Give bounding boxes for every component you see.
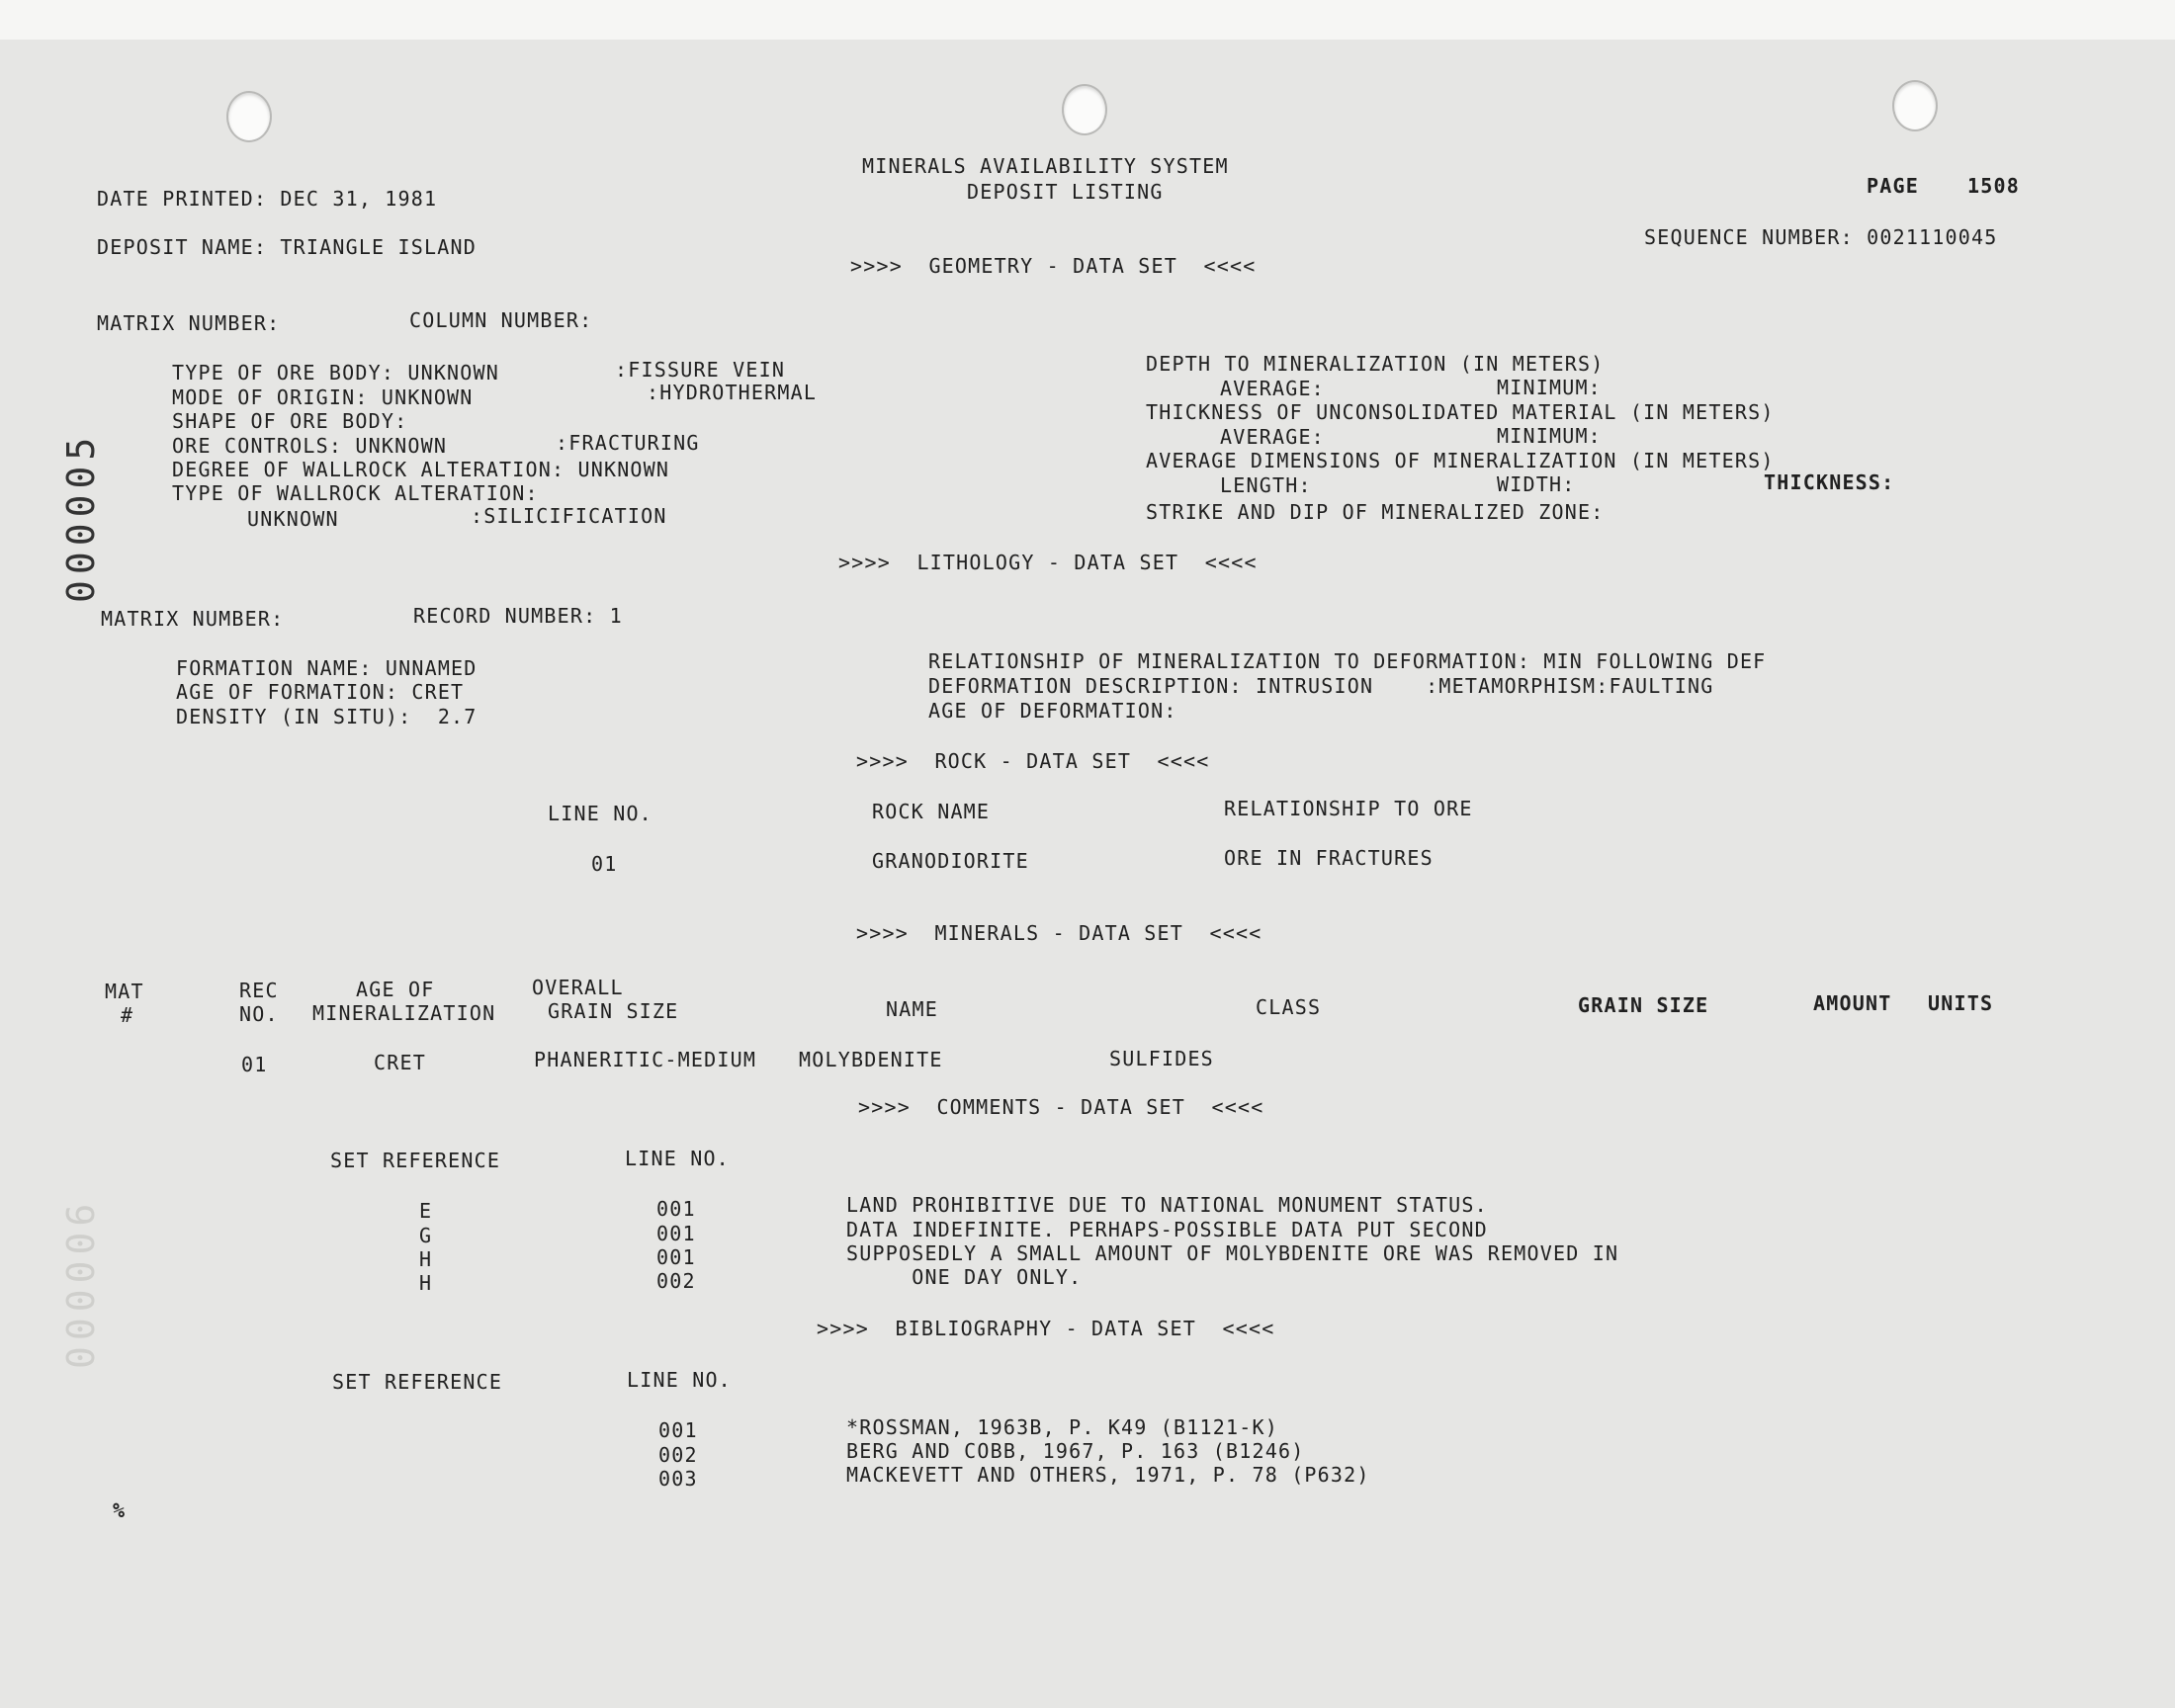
lithology-matrix-number: MATRIX NUMBER: (101, 607, 285, 631)
deposit-name: DEPOSIT NAME: TRIANGLE ISLAND (97, 235, 477, 259)
comment-ref: H (419, 1271, 433, 1295)
dimension-length: LENGTH: (1220, 473, 1312, 497)
margin-stamp: 000005 (59, 431, 103, 603)
type-wallrock-value: :SILICIFICATION (471, 504, 667, 528)
minerals-col-overall: OVERALL (532, 976, 624, 999)
depth-minimum: MINIMUM: (1497, 376, 1602, 399)
type-of-ore-body-value: :FISSURE VEIN (615, 358, 786, 382)
dimension-thickness: THICKNESS: (1764, 470, 1895, 494)
minerals-col-overall-2: GRAIN SIZE (548, 999, 679, 1023)
comment-line: 001 (656, 1245, 696, 1269)
bibliography-col-set-reference: SET REFERENCE (332, 1370, 503, 1394)
comment-line: 002 (656, 1269, 696, 1293)
thickness-minimum: MINIMUM: (1497, 424, 1602, 448)
density-in-situ: DENSITY (IN SITU): 2.7 (176, 705, 478, 728)
sequence-number: SEQUENCE NUMBER: 0021110045 (1644, 225, 1998, 249)
bibliography-text: MACKEVETT AND OTHERS, 1971, P. 78 (P632) (846, 1463, 1370, 1487)
margin-stamp-faded: 000006 (59, 1197, 103, 1369)
mode-of-origin-value: :HYDROTHERMAL (647, 381, 818, 404)
minerals-row-grain: PHANERITIC-MEDIUM (534, 1048, 757, 1071)
rock-row-name: GRANODIORITE (872, 849, 1029, 873)
geometry-matrix-number: MATRIX NUMBER: (97, 311, 281, 335)
comment-ref: G (419, 1224, 433, 1247)
comment-text: SUPPOSEDLY A SMALL AMOUNT OF MOLYBDENITE ORE WAS REMOVED IN (846, 1241, 1619, 1265)
comment-text: ONE DAY ONLY. (846, 1265, 1083, 1289)
rock-row-relationship: ORE IN FRACTURES (1224, 846, 1434, 870)
bibliography-heading: >>>> BIBLIOGRAPHY - DATA SET <<<< (817, 1317, 1275, 1340)
minerals-col-rec-2: NO. (239, 1002, 279, 1026)
ore-controls: ORE CONTROLS: UNKNOWN (172, 434, 448, 458)
geometry-column-number: COLUMN NUMBER: (409, 308, 593, 332)
minerals-col-units: UNITS (1928, 991, 1994, 1015)
minerals-row-age: CRET (374, 1051, 426, 1074)
mode-of-origin: MODE OF ORIGIN: UNKNOWN (172, 385, 474, 409)
footer-mark: % (113, 1498, 127, 1522)
printout-sheet (0, 40, 2175, 1708)
minerals-col-mat: MAT (105, 980, 144, 1003)
age-of-formation: AGE OF FORMATION: CRET (176, 680, 465, 704)
shape-of-ore-body: SHAPE OF ORE BODY: (172, 409, 408, 433)
bibliography-line: 001 (658, 1418, 698, 1442)
minerals-row-name: MOLYBDENITE (799, 1048, 943, 1071)
thickness-unconsolidated: THICKNESS OF UNCONSOLIDATED MATERIAL (IN METERS) (1146, 400, 1775, 424)
depth-average: AVERAGE: (1220, 377, 1325, 400)
comments-heading: >>>> COMMENTS - DATA SET <<<< (858, 1095, 1264, 1119)
lithology-heading: >>>> LITHOLOGY - DATA SET <<<< (838, 551, 1258, 574)
comment-text: DATA INDEFINITE. PERHAPS-POSSIBLE DATA PUT SECOND (846, 1218, 1488, 1241)
minerals-row-rec: 01 (241, 1053, 268, 1076)
comment-line: 001 (656, 1222, 696, 1245)
geometry-heading: >>>> GEOMETRY - DATA SET <<<< (850, 254, 1257, 278)
type-wallrock-unknown: UNKNOWN (247, 507, 339, 531)
minerals-col-amount: AMOUNT (1813, 991, 1892, 1015)
minerals-heading: >>>> MINERALS - DATA SET <<<< (856, 921, 1262, 945)
rock-col-rock-name: ROCK NAME (872, 800, 991, 823)
deformation-description: DEFORMATION DESCRIPTION: INTRUSION :METAMORPHISM:FAULTING (928, 674, 1714, 698)
lithology-record-number: RECORD NUMBER: 1 (413, 604, 623, 628)
bibliography-text: BERG AND COBB, 1967, P. 163 (B1246) (846, 1439, 1305, 1463)
comment-text: LAND PROHIBITIVE DUE TO NATIONAL MONUMENT STATUS. (846, 1193, 1488, 1217)
minerals-col-age: AGE OF (356, 978, 435, 1001)
minerals-col-age-2: MINERALIZATION (312, 1001, 496, 1025)
rock-col-relationship: RELATIONSHIP TO ORE (1224, 797, 1473, 820)
average-dimensions: AVERAGE DIMENSIONS OF MINERALIZATION (IN METERS) (1146, 449, 1775, 472)
thickness-average: AVERAGE: (1220, 425, 1325, 449)
page-label: PAGE (1867, 174, 1919, 198)
rock-heading: >>>> ROCK - DATA SET <<<< (856, 749, 1210, 773)
comment-line: 001 (656, 1197, 696, 1221)
type-of-ore-body: TYPE OF ORE BODY: UNKNOWN (172, 361, 500, 384)
strike-and-dip: STRIKE AND DIP OF MINERALIZED ZONE: (1146, 500, 1605, 524)
punch-hole-right (1892, 80, 1938, 131)
listing-subtitle: DEPOSIT LISTING (967, 180, 1164, 204)
degree-wallrock-alteration: DEGREE OF WALLROCK ALTERATION: UNKNOWN (172, 458, 670, 481)
minerals-row-class: SULFIDES (1109, 1047, 1214, 1070)
bibliography-col-line-no: LINE NO. (627, 1368, 732, 1392)
system-title: MINERALS AVAILABILITY SYSTEM (862, 154, 1229, 178)
comments-col-set-reference: SET REFERENCE (330, 1149, 501, 1172)
bibliography-line: 002 (658, 1443, 698, 1467)
minerals-col-rec: REC (239, 979, 279, 1002)
minerals-col-name: NAME (886, 997, 938, 1021)
minerals-col-mat-2: # (121, 1003, 134, 1027)
punch-hole-center (1062, 84, 1107, 135)
formation-name: FORMATION NAME: UNNAMED (176, 656, 478, 680)
type-wallrock-alteration: TYPE OF WALLROCK ALTERATION: (172, 481, 539, 505)
relationship-to-deformation: RELATIONSHIP OF MINERALIZATION TO DEFORMATION: MIN FOLLOWING DEF (928, 649, 1767, 673)
dimension-width: WIDTH: (1497, 472, 1576, 496)
bibliography-line: 003 (658, 1467, 698, 1491)
minerals-col-class: CLASS (1256, 995, 1322, 1019)
rock-row-line: 01 (591, 852, 618, 876)
comment-ref: H (419, 1247, 433, 1271)
comments-col-line-no: LINE NO. (625, 1147, 730, 1170)
age-of-deformation: AGE OF DEFORMATION: (928, 699, 1177, 723)
comment-ref: E (419, 1199, 433, 1223)
ore-controls-value: :FRACTURING (556, 431, 700, 455)
depth-to-mineralization: DEPTH TO MINERALIZATION (IN METERS) (1146, 352, 1605, 376)
date-printed: DATE PRINTED: DEC 31, 1981 (97, 187, 438, 211)
bibliography-text: *ROSSMAN, 1963B, P. K49 (B1121-K) (846, 1415, 1278, 1439)
page-number: 1508 (1967, 174, 2020, 198)
rock-col-line-no: LINE NO. (548, 802, 652, 825)
minerals-col-grain-size: GRAIN SIZE (1578, 993, 1709, 1017)
punch-hole-left (226, 91, 272, 142)
